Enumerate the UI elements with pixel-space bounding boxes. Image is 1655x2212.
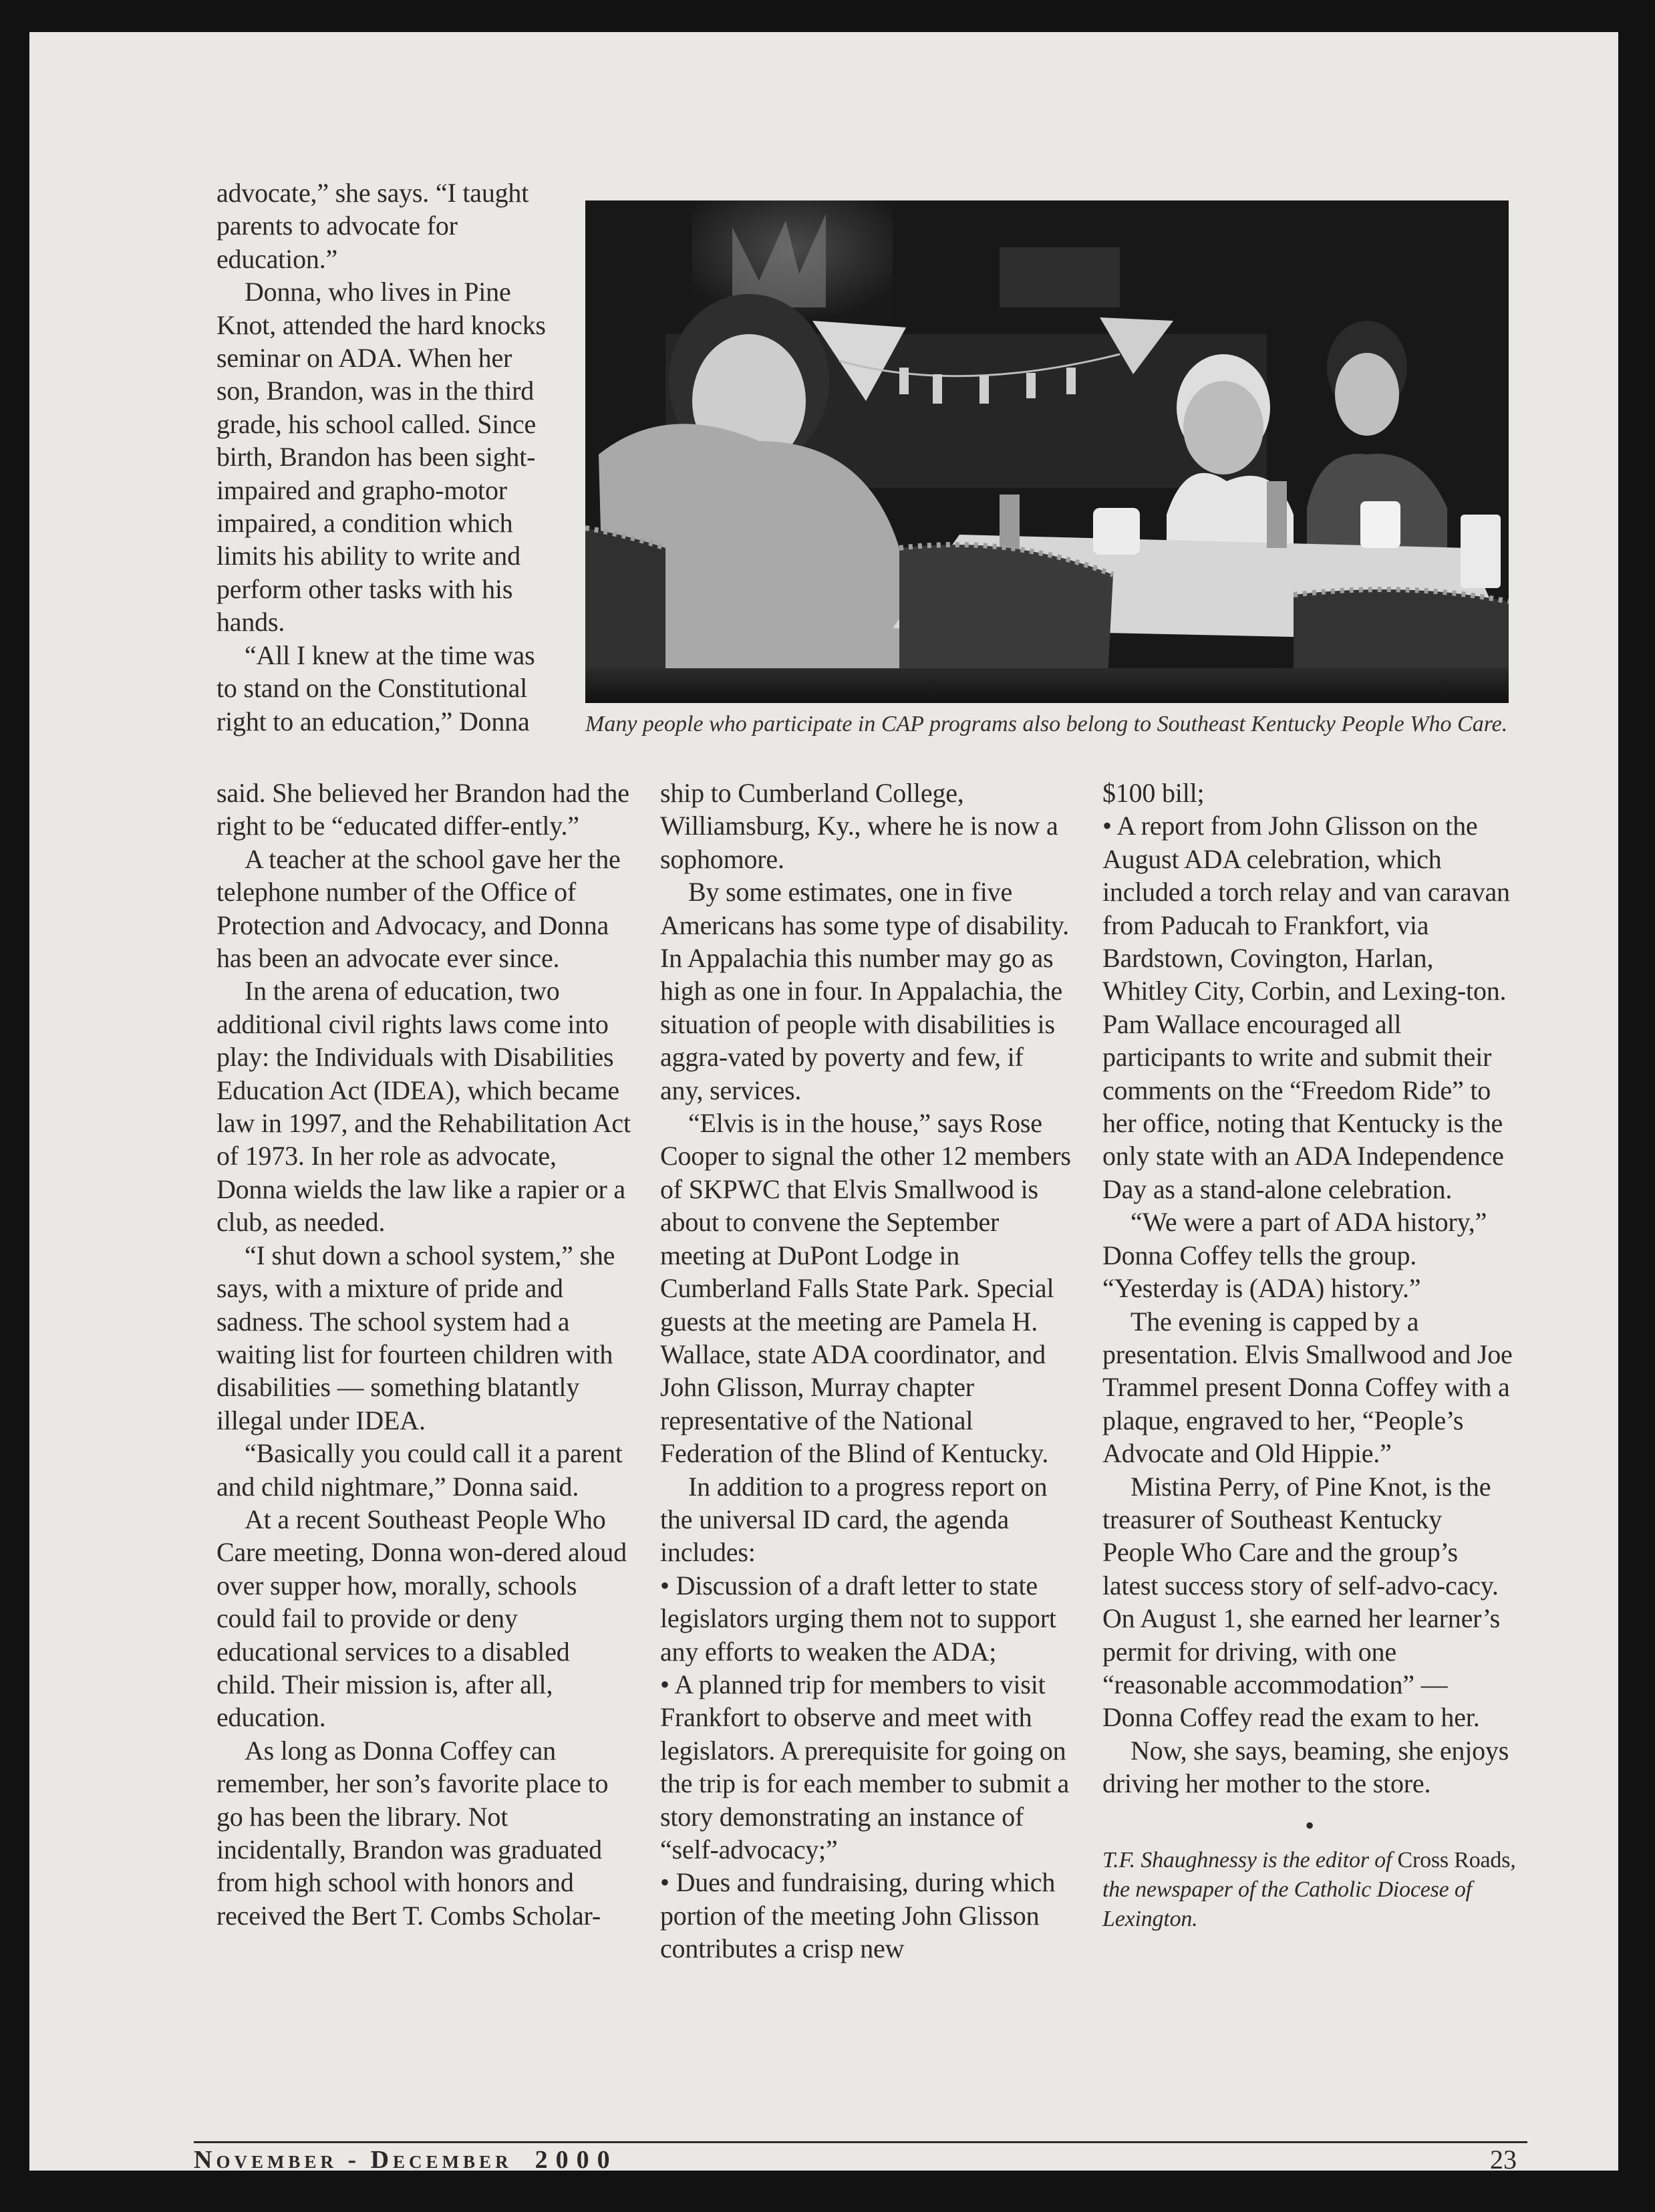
paragraph: At a recent Southeast People Who Care meeting, Donna won-dered aloud over supper how, morally, schools could fail to provide or deny educational services to a disabled child. Their mission is, after all, education. — [216, 1504, 627, 1733]
magazine-page — [29, 32, 1618, 2175]
bullet-item: • Dues and fundraising, during which portion of the meeting John Glisson contributes a crisp new — [660, 1867, 1056, 1964]
paragraph: “Elvis is in the house,” says Rose Cooper to signal the other 12 members of SKPWC that Elvis Smallwood is about to convene the September meeting at DuPont Lodge in Cumberland Falls State Park. Special guests at the meeting are Pamela H. Wallace, state ADA coordinator, and John Glisson, Murray chapter representative of the National Federation of the Blind of Kentucky. — [660, 1108, 1071, 1469]
footer-year: 2000 — [535, 2146, 618, 2174]
bullet-item: • Discussion of a draft letter to state legislators urging them not to support any efforts to weaken the ADA; — [660, 1570, 1056, 1667]
meeting-photo — [585, 200, 1509, 703]
paragraph: Mistina Perry, of Pine Knot, is the treasurer of Southeast Kentucky People Who Care and the group’s latest success story of self-advo-cacy. On August 1, she earned her learner’s permit for driving, with one “reasonable accommodation” — Donna Coffey read the exam to her. — [1102, 1471, 1501, 1733]
paragraph: “All I knew at the time was to stand on the Constitutional right to an education,” Donna — [216, 640, 535, 736]
photo-image — [585, 200, 1509, 703]
page-number: 23 — [1490, 2145, 1517, 2175]
footer-issue-date — [194, 2144, 618, 2176]
bullet-item: • A planned trip for members to visit Frankfort to observe and meet with legislators. A prerequisite for going on the trip is for each member to submit a story demonstrating an instance of “self-advocacy;” — [660, 1669, 1070, 1864]
paragraph: The evening is capped by a presentation. Elvis Smallwood and Joe Trammel present Donna Coffey with a plaque, engraved to her, “People’s Advocate and Old Hippie.” — [1102, 1306, 1513, 1469]
paragraph: “I shut down a school system,” she says, with a mixture of pride and sadness. The school system had a waiting list for fourteen children with disabilities — something blatantly illegal under IDEA. — [216, 1240, 615, 1435]
bullet-item: • A report from John Glisson on the August ADA celebration, which included a torch relay and van caravan from Paducah to Frankfort, via Bardstown, Covington, Harlan, Whitley City, Corbin, and Lexing-ton. Pam Wallace encouraged all participants to write and submit their comments on the “Freedom Ride” to her office, noting that Kentucky is the only state with an ADA Independence Day as a stand-alone celebration. — [1102, 811, 1510, 1204]
paragraph: In the arena of education, two additional civil rights laws come into play: the Individuals with Disabilities Education Act (IDEA), which became law in 1997, and the Rehabilitation Act of 1973. In her role as advocate, Donna wields the law like a rapier or a club, as needed. — [216, 976, 631, 1238]
paragraph: Donna, who lives in Pine Knot, attended the hard knocks seminar on ADA. When her son, Brandon, was in the third grade, his school called. Since birth, Brandon has been sight-impaired and grapho-motor impaired, a condition which limits his ability to write and perform other tasks with his hands. — [216, 277, 546, 638]
credit-text: , the newspaper of the Catholic Diocese of Lexington. — [1102, 1847, 1516, 1931]
paragraph: A teacher at the school gave her the telephone number of the Office of Protection and Advocacy, and Donna has been an advocate ever since. — [216, 843, 621, 974]
credit-text: T.F. Shaughnessy is the editor of — [1102, 1847, 1398, 1873]
paragraph: As long as Donna Coffey can remember, her son’s favorite place to go has been the library. Not incidentally, Brandon was graduated from high school with honors and received the Bert T. Combs Scholar- — [216, 1735, 609, 1931]
paragraph: Now, she says, beaming, she enjoys driving her mother to the store. — [1102, 1735, 1509, 1799]
photo-caption: Many people who participate in CAP programs also belong to Southeast Kentucky People Who Care. — [585, 712, 1508, 736]
paragraph: advocate,” she says. “I taught parents to advocate for education.” — [216, 178, 529, 274]
paragraph: By some estimates, one in five Americans has some type of disability. In Appalachia this number may go as high as one in four. In Appalachia, the situation of people with disabilities is aggra-vated by poverty and few, if any, services. — [660, 877, 1069, 1105]
paragraph: In addition to a progress report on the universal ID card, the agenda includes: — [660, 1471, 1048, 1568]
paragraph: said. She believed her Brandon had the right to be “educated differ-ently.” — [216, 778, 629, 841]
paragraph: ship to Cumberland College, Williamsburg, Ky., where he is now a sophomore. — [660, 778, 1058, 874]
column-2 — [660, 777, 1071, 1965]
publication-name: Cross Roads — [1397, 1847, 1511, 1873]
author-credit — [1102, 1846, 1517, 1934]
footer-rule — [194, 2141, 1527, 2143]
column-3 — [1102, 777, 1517, 1934]
column-1-bottom — [216, 777, 631, 1932]
paragraph: “Basically you could call it a parent and child nightmare,” Donna said. — [216, 1438, 623, 1502]
paragraph: $100 bill; — [1102, 778, 1205, 808]
column-1-top — [216, 176, 551, 738]
footer-months: November - December — [194, 2146, 512, 2174]
paragraph: “We were a part of ADA history,” Donna Coffey tells the group. “Yesterday is (ADA) history.” — [1102, 1207, 1487, 1304]
section-separator: • — [1305, 1810, 1314, 1840]
